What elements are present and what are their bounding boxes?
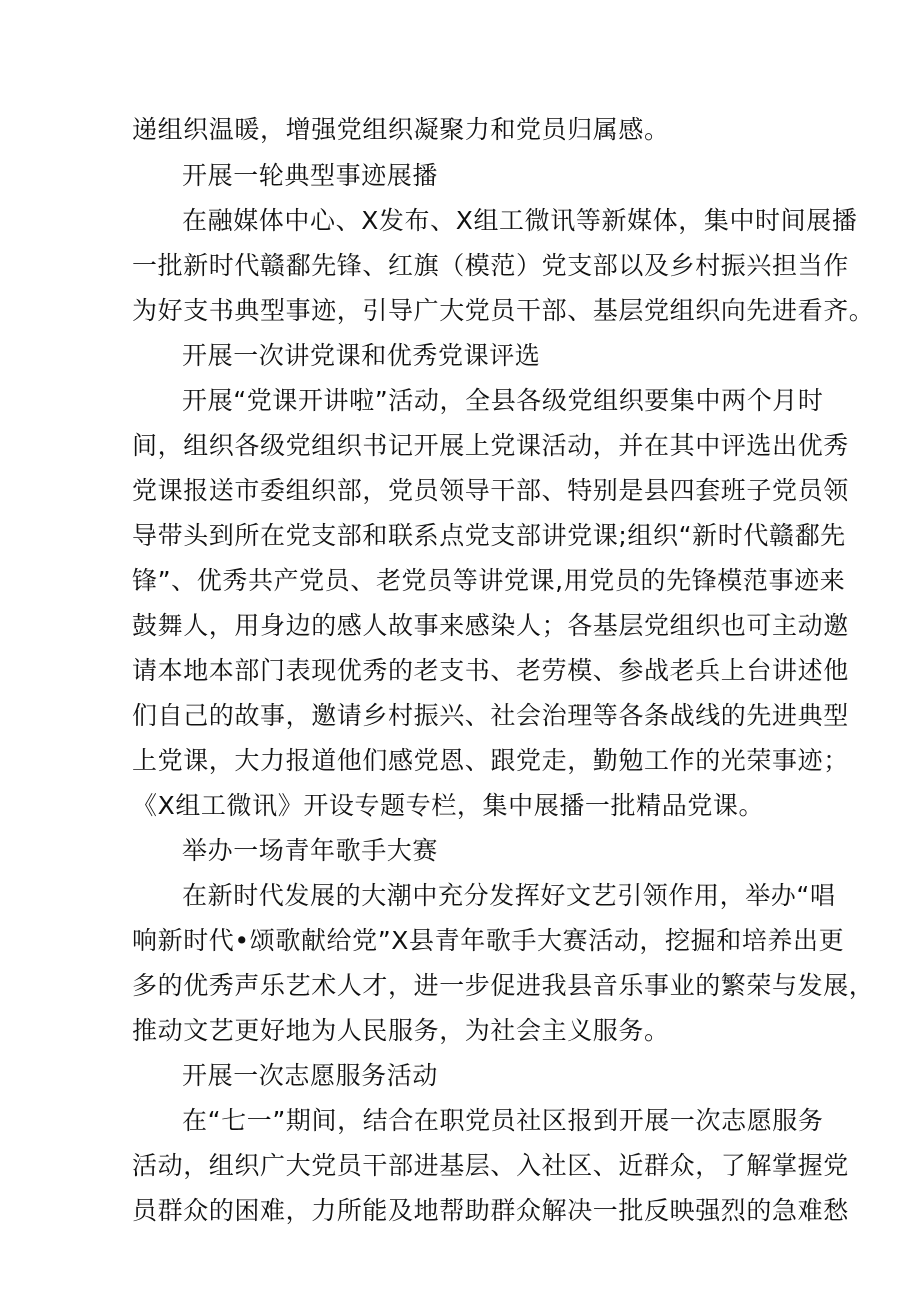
paragraph-line: 党课报送市委组织部，党员领导干部、特别是县四套班子党员领 [132, 476, 849, 505]
section-heading: 举办一场青年歌手大赛 [182, 836, 439, 865]
paragraph-line: 一批新时代赣鄱先锋、红旗（模范）党支部以及乡村振兴担当作 [132, 251, 849, 280]
paragraph-line: 递组织温暖，增强党组织凝聚力和党员归属感。 [132, 115, 670, 144]
paragraph-line: 为好支书典型事迹，引导广大党员干部、基层党组织向先进看齐。 [132, 296, 875, 325]
section-heading: 开展一次志愿服务活动 [182, 1061, 439, 1090]
paragraph-line: 在新时代发展的大潮中充分发挥好文艺引领作用，举办“唱 [182, 881, 836, 910]
paragraph-line: 在“七一”期间，结合在职党员社区报到开展一次志愿服务 [182, 1106, 824, 1135]
paragraph-line: 锋”、优秀共产党员、老党员等讲党课,用党员的先锋模范事迹来 [132, 566, 846, 595]
paragraph-line: 《X组工微讯》开设专题专栏，集中展播一批精品党课。 [132, 791, 765, 820]
paragraph-line: 在融媒体中心、X发布、X组工微讯等新媒体，集中时间展播 [182, 206, 858, 235]
paragraph-line: 响新时代•颂歌献给党”X县青年歌手大赛活动，挖掘和培养出更 [132, 926, 845, 955]
paragraph-line: 多的优秀声乐艺术人才，进一步促进我县音乐事业的繁荣与发展， [132, 971, 875, 1000]
paragraph-line: 请本地本部门表现优秀的老支书、老劳模、参战老兵上台讲述他 [132, 656, 849, 685]
paragraph-line: 活动，组织广大党员干部进基层、入社区、近群众，了解掌握党 [132, 1151, 849, 1180]
paragraph-line: 导带头到所在党支部和联系点党支部讲党课;组织“新时代赣鄱先 [132, 521, 846, 550]
paragraph-line: 开展“党课开讲啦”活动，全县各级党组织要集中两个月时 [182, 386, 824, 415]
paragraph-line: 推动文艺更好地为人民服务，为社会主义服务。 [132, 1016, 670, 1045]
section-heading: 开展一次讲党课和优秀党课评选 [182, 341, 541, 370]
paragraph-line: 间，组织各级党组织书记开展上党课活动，并在其中评选出优秀 [132, 431, 849, 460]
paragraph-line: 们自己的故事，邀请乡村振兴、社会治理等各条战线的先进典型 [132, 701, 849, 730]
paragraph-line: 上党课，大力报道他们感党恩、跟党走，勤勉工作的光荣事迹； [132, 746, 849, 775]
paragraph-line: 鼓舞人，用身边的感人故事来感染人；各基层党组织也可主动邀 [132, 611, 849, 640]
paragraph-line: 员群众的困难，力所能及地帮助群众解决一批反映强烈的急难愁 [132, 1196, 849, 1225]
section-heading: 开展一轮典型事迹展播 [182, 161, 439, 190]
